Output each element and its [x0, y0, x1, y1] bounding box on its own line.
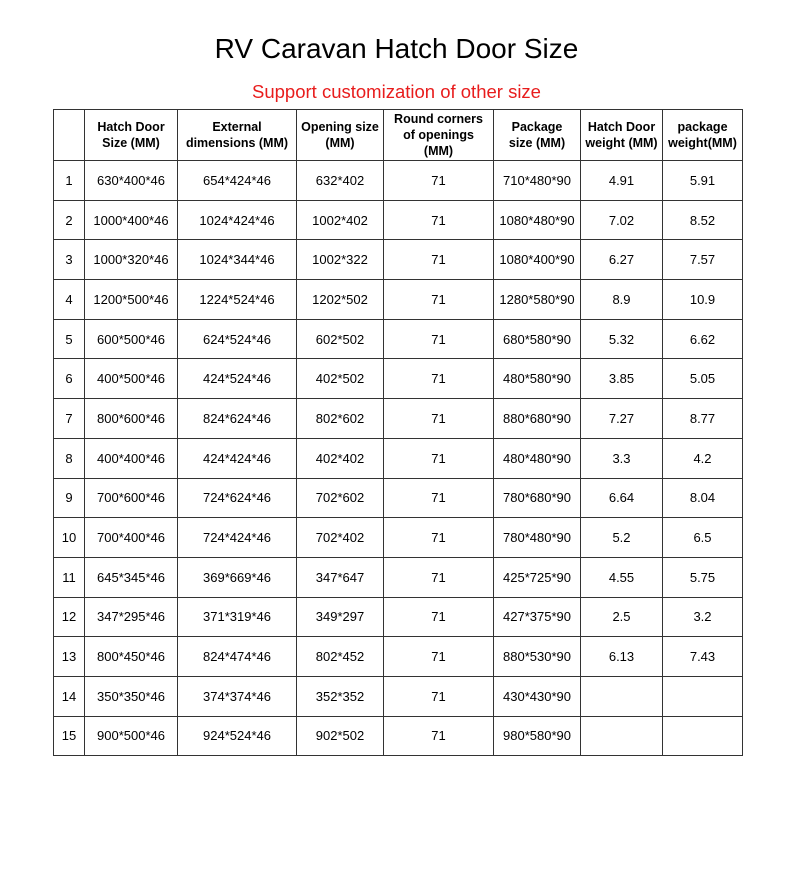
hatch-door-weight-cell: 7.27 — [581, 399, 663, 439]
row-index-cell: 12 — [54, 597, 85, 637]
round-corners-cell: 71 — [384, 280, 494, 320]
table-row — [54, 478, 743, 518]
hatch-door-weight-cell: 6.27 — [581, 240, 663, 280]
header-label-line: Opening size — [301, 120, 379, 134]
external-dimensions-cell: 924*524*46 — [178, 716, 297, 756]
hatch-door-size-cell: 900*500*46 — [85, 716, 178, 756]
external-dimensions-cell: 724*624*46 — [178, 478, 297, 518]
package-size-cell: 880*680*90 — [494, 399, 581, 439]
package-size-cell: 427*375*90 — [494, 597, 581, 637]
row-index-cell: 11 — [54, 557, 85, 597]
hatch-door-weight-cell: 6.13 — [581, 637, 663, 677]
opening-size-cell: 1202*502 — [297, 280, 384, 320]
package-weight-cell: 4.2 — [663, 438, 743, 478]
hatch-door-weight-cell: 2.5 — [581, 597, 663, 637]
table-row — [54, 637, 743, 677]
hatch-door-weight-cell — [581, 676, 663, 716]
row-index-cell: 6 — [54, 359, 85, 399]
row-index-cell: 13 — [54, 637, 85, 677]
table-row — [54, 280, 743, 320]
row-index-cell: 8 — [54, 438, 85, 478]
external-dimensions-cell: 1024*344*46 — [178, 240, 297, 280]
hatch-door-size-cell: 1200*500*46 — [85, 280, 178, 320]
external-dimensions-cell: 1024*424*46 — [178, 200, 297, 240]
external-dimensions-cell: 624*524*46 — [178, 319, 297, 359]
row-index-cell: 1 — [54, 161, 85, 201]
package-weight-cell: 10.9 — [663, 280, 743, 320]
round-corners-cell: 71 — [384, 518, 494, 558]
round-corners-cell: 71 — [384, 240, 494, 280]
round-corners-cell: 71 — [384, 478, 494, 518]
round-corners-header — [384, 110, 494, 161]
package-size-cell: 780*680*90 — [494, 478, 581, 518]
package-size-cell: 680*580*90 — [494, 319, 581, 359]
hatch-door-weight-cell: 5.32 — [581, 319, 663, 359]
package-size-cell: 1080*480*90 — [494, 200, 581, 240]
hatch-door-weight-cell: 7.02 — [581, 200, 663, 240]
package-size-cell: 1080*400*90 — [494, 240, 581, 280]
hatch-door-size-cell: 347*295*46 — [85, 597, 178, 637]
package-weight-cell: 6.62 — [663, 319, 743, 359]
header-label-line: Hatch Door — [587, 120, 656, 134]
hatch-door-size-cell: 350*350*46 — [85, 676, 178, 716]
round-corners-cell: 71 — [384, 676, 494, 716]
header-label-line: Round corners — [394, 112, 483, 126]
table-row — [54, 438, 743, 478]
row-index-cell: 7 — [54, 399, 85, 439]
table-row — [54, 557, 743, 597]
hatch-door-size-cell: 1000*320*46 — [85, 240, 178, 280]
package-size-cell: 880*530*90 — [494, 637, 581, 677]
external-dimensions-cell: 1224*524*46 — [178, 280, 297, 320]
row-index-cell: 9 — [54, 478, 85, 518]
external-dimensions-cell: 424*424*46 — [178, 438, 297, 478]
round-corners-cell: 71 — [384, 637, 494, 677]
page-subtitle: Support customization of other size — [252, 81, 541, 102]
row-index-cell: 5 — [54, 319, 85, 359]
external-dimensions-cell: 424*524*46 — [178, 359, 297, 399]
round-corners-cell: 71 — [384, 319, 494, 359]
round-corners-cell: 71 — [384, 597, 494, 637]
hatch-door-size-cell: 800*600*46 — [85, 399, 178, 439]
opening-size-cell: 702*602 — [297, 478, 384, 518]
opening-size-cell: 902*502 — [297, 716, 384, 756]
table-row — [54, 716, 743, 756]
package-size-cell: 430*430*90 — [494, 676, 581, 716]
round-corners-cell: 71 — [384, 716, 494, 756]
table-row — [54, 319, 743, 359]
opening-size-cell: 402*502 — [297, 359, 384, 399]
hatch-door-weight-cell: 6.64 — [581, 478, 663, 518]
package-weight-cell — [663, 676, 743, 716]
hatch-door-size-cell: 700*400*46 — [85, 518, 178, 558]
hatch-door-weight-cell: 3.85 — [581, 359, 663, 399]
opening-size-cell: 1002*322 — [297, 240, 384, 280]
index-header — [54, 110, 85, 161]
row-index-cell: 3 — [54, 240, 85, 280]
opening-size-cell: 1002*402 — [297, 200, 384, 240]
package-weight-header — [663, 110, 743, 161]
hatch-door-weight-cell: 5.2 — [581, 518, 663, 558]
package-weight-cell: 6.5 — [663, 518, 743, 558]
package-size-cell: 710*480*90 — [494, 161, 581, 201]
hatch-door-size-cell: 600*500*46 — [85, 319, 178, 359]
table-row — [54, 518, 743, 558]
hatch-door-weight-header — [581, 110, 663, 161]
opening-size-header — [297, 110, 384, 161]
header-label-line: (MM) — [423, 144, 454, 158]
external-dimensions-cell: 371*319*46 — [178, 597, 297, 637]
package-size-cell: 425*725*90 — [494, 557, 581, 597]
package-size-header — [494, 110, 581, 161]
opening-size-cell: 702*402 — [297, 518, 384, 558]
package-weight-cell: 3.2 — [663, 597, 743, 637]
package-weight-cell: 5.91 — [663, 161, 743, 201]
table-row — [54, 399, 743, 439]
table-row — [54, 200, 743, 240]
hatch-door-size-cell: 400*400*46 — [85, 438, 178, 478]
package-weight-cell: 8.04 — [663, 478, 743, 518]
header-label-line: External — [212, 120, 262, 134]
external-dimensions-cell: 369*669*46 — [178, 557, 297, 597]
header-label-line: Size (MM) — [102, 136, 160, 150]
header-label-line: dimensions (MM) — [185, 136, 289, 150]
external-dimensions-cell: 724*424*46 — [178, 518, 297, 558]
header-label-line: weight(MM) — [668, 136, 737, 150]
hatch-door-weight-cell: 4.91 — [581, 161, 663, 201]
hatch-door-weight-cell: 3.3 — [581, 438, 663, 478]
hatch-door-size-cell: 400*500*46 — [85, 359, 178, 399]
package-weight-cell — [663, 716, 743, 756]
hatch-door-size-cell: 1000*400*46 — [85, 200, 178, 240]
row-index-cell: 4 — [54, 280, 85, 320]
table-header-row — [54, 110, 743, 161]
external-dimensions-header — [178, 110, 297, 161]
package-size-cell: 480*480*90 — [494, 438, 581, 478]
row-index-cell: 14 — [54, 676, 85, 716]
row-index-cell: 10 — [54, 518, 85, 558]
header-label-line: Package — [511, 120, 563, 134]
round-corners-cell: 71 — [384, 161, 494, 201]
opening-size-cell: 602*502 — [297, 319, 384, 359]
hatch-door-weight-cell: 8.9 — [581, 280, 663, 320]
header-label-line: of openings — [403, 128, 474, 142]
hatch-door-weight-cell: 4.55 — [581, 557, 663, 597]
page-title: RV Caravan Hatch Door Size — [214, 33, 579, 64]
table-row — [54, 359, 743, 399]
package-weight-cell: 8.77 — [663, 399, 743, 439]
opening-size-cell: 347*647 — [297, 557, 384, 597]
table-row — [54, 161, 743, 201]
hatch-door-size-cell: 645*345*46 — [85, 557, 178, 597]
round-corners-cell: 71 — [384, 557, 494, 597]
opening-size-cell: 349*297 — [297, 597, 384, 637]
package-size-cell: 980*580*90 — [494, 716, 581, 756]
opening-size-cell: 632*402 — [297, 161, 384, 201]
external-dimensions-cell: 654*424*46 — [178, 161, 297, 201]
package-size-cell: 780*480*90 — [494, 518, 581, 558]
table-row — [54, 597, 743, 637]
package-weight-cell: 7.43 — [663, 637, 743, 677]
table-row — [54, 240, 743, 280]
row-index-cell: 2 — [54, 200, 85, 240]
row-index-cell: 15 — [54, 716, 85, 756]
header-label-line: Hatch Door — [97, 120, 165, 134]
opening-size-cell: 352*352 — [297, 676, 384, 716]
header-label-line: package — [677, 120, 728, 134]
hatch-door-size-cell: 700*600*46 — [85, 478, 178, 518]
table-row — [54, 676, 743, 716]
package-weight-cell: 5.75 — [663, 557, 743, 597]
package-weight-cell: 7.57 — [663, 240, 743, 280]
header-label-line: (MM) — [325, 136, 355, 150]
round-corners-cell: 71 — [384, 359, 494, 399]
external-dimensions-cell: 374*374*46 — [178, 676, 297, 716]
package-size-cell: 1280*580*90 — [494, 280, 581, 320]
hatch-door-size-header — [85, 110, 178, 161]
table-body — [54, 161, 743, 756]
round-corners-cell: 71 — [384, 200, 494, 240]
round-corners-cell: 71 — [384, 438, 494, 478]
external-dimensions-cell: 824*624*46 — [178, 399, 297, 439]
package-size-cell: 480*580*90 — [494, 359, 581, 399]
opening-size-cell: 802*602 — [297, 399, 384, 439]
hatch-door-weight-cell — [581, 716, 663, 756]
opening-size-cell: 402*402 — [297, 438, 384, 478]
external-dimensions-cell: 824*474*46 — [178, 637, 297, 677]
hatch-door-size-table — [53, 109, 743, 756]
header-label-line: weight (MM) — [585, 136, 658, 150]
opening-size-cell: 802*452 — [297, 637, 384, 677]
package-weight-cell: 8.52 — [663, 200, 743, 240]
package-weight-cell: 5.05 — [663, 359, 743, 399]
hatch-door-size-cell: 630*400*46 — [85, 161, 178, 201]
round-corners-cell: 71 — [384, 399, 494, 439]
hatch-door-size-cell: 800*450*46 — [85, 637, 178, 677]
header-label-line: size (MM) — [508, 136, 566, 150]
